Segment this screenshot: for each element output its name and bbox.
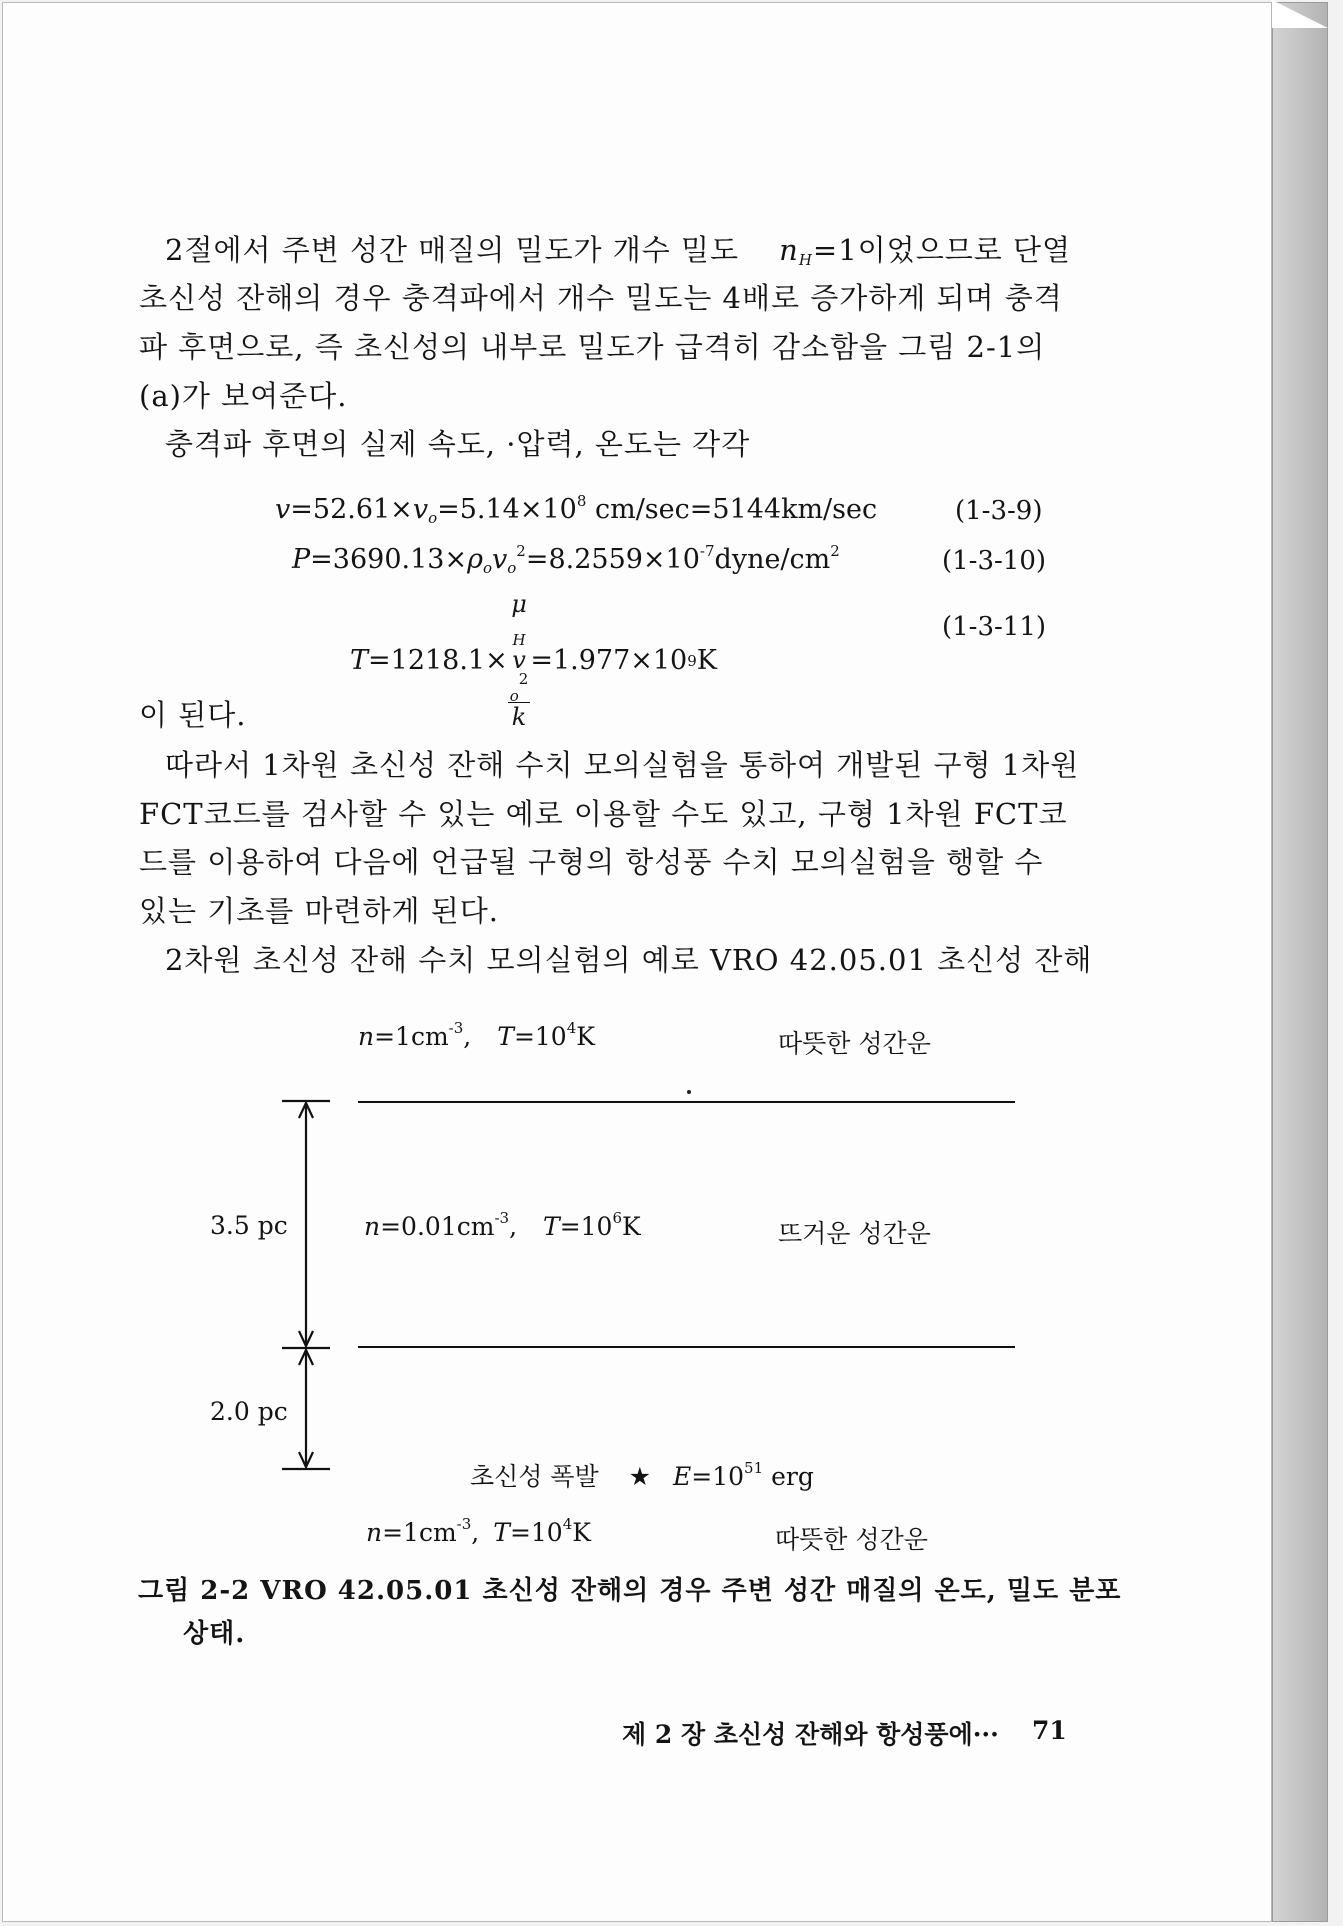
symbol-E: E	[673, 1462, 692, 1491]
symbol-n: n	[358, 1022, 375, 1051]
text-segment: 초신성 잔해의 경우 충격파에서 개수 밀도는 4배로 증가하게 되며 충격	[139, 281, 1063, 315]
density-value: =1cm	[374, 1022, 449, 1051]
bottom-region-label: 따뜻한 성간운	[775, 1525, 928, 1554]
paragraph-line	[139, 792, 1071, 833]
eq-symbol: v	[275, 494, 291, 525]
page-stack-edge	[1272, 2, 1328, 1922]
fraction-numerator	[508, 590, 531, 703]
explosion-label-row	[470, 1457, 814, 1493]
unit: K	[572, 1518, 591, 1547]
text-segment: 따라서 1차원 초신성 잔해 수치 모의실험을 통하여 개발된 구형 1차원	[165, 748, 1080, 782]
symbol-n: n	[779, 233, 799, 267]
eq-symbol: ρ	[467, 544, 483, 575]
eq-text: =3690.13×	[310, 544, 468, 575]
text-segment: 드를 이용하여 다음에 언급될 구형의 항성풍 수치 모의실험을 행할 수	[139, 845, 1044, 879]
top-region-params	[358, 1019, 595, 1051]
eq-sub: H	[512, 631, 526, 649]
equation-number: (1-3-9)	[955, 496, 1043, 526]
equation-number: (1-3-11)	[942, 612, 1047, 642]
text-segment	[779, 228, 1071, 269]
paragraph-line	[165, 228, 1071, 269]
top-region-label: 따뜻한 성간운	[778, 1029, 931, 1058]
paragraph-line: 있는 기초를 마련하게 된다.	[139, 894, 500, 928]
energy-value: =10	[691, 1462, 745, 1491]
middle-region-params	[364, 1209, 641, 1241]
star-icon: ★	[628, 1462, 652, 1491]
eq-sub: o	[428, 509, 438, 527]
eq-text: K	[696, 645, 717, 676]
density-value: =1cm	[382, 1518, 457, 1547]
eq-fraction	[508, 590, 531, 731]
paragraph-line	[165, 938, 1093, 979]
eq-text: =1218.1×	[368, 645, 508, 676]
caption-line: 그림 2-2 VRO 42.05.01 초신성 잔해의 경우 주변 성간 매질의 온도, 밀도 분포	[138, 1576, 1122, 1606]
paragraph-line	[139, 325, 1071, 366]
temperature-value: =10	[509, 1518, 563, 1547]
exponent: 4	[566, 1019, 577, 1037]
figure-caption	[138, 1570, 1122, 1607]
symbol-n: n	[366, 1518, 383, 1547]
fraction-denominator: k	[511, 703, 527, 731]
symbol-T: T	[497, 1022, 514, 1051]
paragraph-line	[165, 743, 1080, 784]
boundary-line-upper	[358, 1101, 1015, 1103]
eq-sub: o	[507, 559, 517, 577]
explosion-label: 초신성 폭발	[470, 1462, 599, 1491]
eq-text: =5.14×10	[437, 494, 577, 525]
equation-number: (1-3-10)	[942, 546, 1047, 576]
exponent: -3	[448, 1019, 464, 1037]
paragraph-line	[139, 840, 1071, 881]
text-segment: 파 후면으로, 즉 초신성의 내부로 밀도가 급격히 감소함을 그림 2-1의	[139, 330, 1046, 364]
paragraph-line	[139, 276, 1071, 317]
symbol-sub: H	[798, 251, 813, 269]
equation-velocity	[275, 494, 877, 525]
separator: ,	[463, 1022, 472, 1051]
unit: K	[576, 1022, 595, 1051]
eq-sup: 2	[516, 542, 526, 560]
text-segment: =1이었으므로 단열	[812, 233, 1071, 267]
eq-text: =8.2559×10	[525, 544, 700, 575]
separator: ,	[509, 1212, 518, 1241]
text-segment: 2차원 초신성 잔해 수치 모의실험의 예로 VRO 42.05.01 초신성 잔해	[165, 943, 1093, 977]
unit: K	[622, 1212, 641, 1241]
eq-text: dyne/cm	[714, 544, 831, 575]
eq-sup: 2	[830, 542, 840, 560]
density-value: =0.01cm	[380, 1212, 495, 1241]
caption-line: 상태.	[183, 1619, 246, 1649]
middle-region-label: 뜨거운 성간운	[778, 1219, 931, 1248]
eq-sup: -7	[699, 542, 715, 560]
eq-symbol: T	[350, 645, 369, 676]
bottom-region-params	[366, 1515, 591, 1547]
symbol-T: T	[493, 1518, 510, 1547]
text-segment: 2절에서 주변 성간 매질의 밀도가 개수 밀도	[165, 233, 739, 267]
exponent: -3	[456, 1515, 472, 1533]
eq-sup: 8	[576, 492, 587, 510]
paragraph-line: 충격파 후면의 실제 속도, ·압력, 온도는 각각	[165, 427, 751, 461]
eq-sub: o	[509, 687, 519, 705]
eq-symbol: v	[491, 544, 508, 575]
eq-symbol: v	[512, 646, 526, 674]
temperature-value: =10	[559, 1212, 613, 1241]
text-segment: FCT코드를 검사할 수 있는 예로 이용할 수도 있고, 구형 1차원 FCT코	[139, 797, 1068, 831]
exponent: 6	[612, 1209, 623, 1227]
ink-dot	[687, 1090, 691, 1094]
temperature-value: =10	[513, 1022, 567, 1051]
eq-symbol: P	[292, 544, 311, 575]
exponent: 4	[562, 1515, 573, 1533]
dimension-label-upper: 3.5 pc	[210, 1211, 288, 1240]
paragraph-line: (a)가 보여준다.	[139, 379, 348, 413]
eq-sup: 2	[518, 670, 529, 688]
equation-pressure	[292, 544, 840, 575]
eq-symbol: v	[412, 494, 429, 525]
exponent: -3	[494, 1209, 510, 1227]
exponent: 51	[744, 1459, 764, 1477]
equation-temperature: T =1218.1× μ $_H$ v $_o^2$ k =1.977×10 9 K	[350, 590, 717, 731]
eq-sub: o	[482, 559, 492, 577]
eq-text: cm/sec=5144km/sec	[586, 494, 878, 525]
eq-text: =52.61×	[290, 494, 413, 525]
page-number: 71	[1032, 1716, 1067, 1745]
boundary-line-lower	[358, 1346, 1015, 1348]
paragraph-line: 이 된다.	[139, 698, 247, 732]
eq-symbol: μ	[511, 590, 527, 618]
unit: erg	[763, 1462, 814, 1491]
running-footer: 제 2 장 초신성 잔해와 항성풍에···	[622, 1720, 999, 1749]
dimension-label-lower: 2.0 pc	[210, 1397, 288, 1426]
symbol-n: n	[364, 1212, 381, 1241]
symbol-T: T	[543, 1212, 560, 1241]
eq-text: =1.977×10	[530, 645, 688, 676]
separator: ,	[471, 1518, 480, 1547]
